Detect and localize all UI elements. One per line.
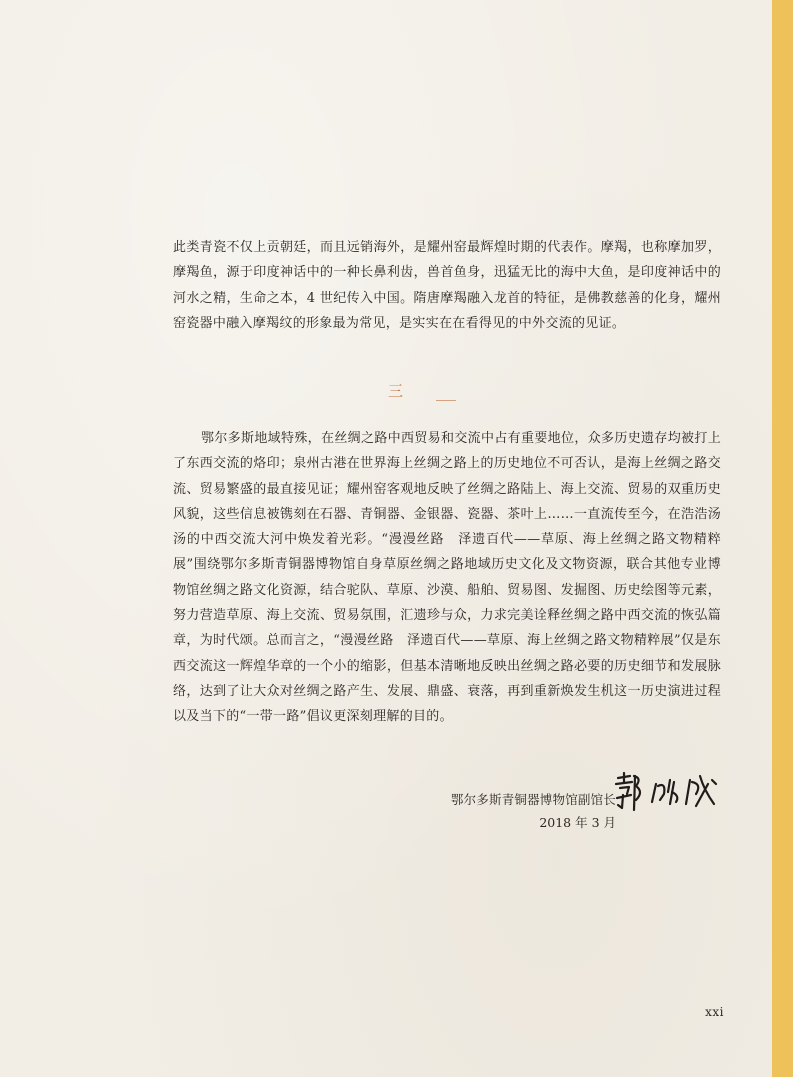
handwritten-signature xyxy=(612,770,722,818)
signatory-title: 鄂尔多斯青铜器博物馆副馆长 xyxy=(450,792,616,807)
paragraph-makara: 此类青瓷不仅上贡朝廷，而且远销海外，是耀州窑最辉煌时期的代表作。摩羯，也称摩加罗，摩羯鱼，源于印度神话中的一种长鼻利齿，兽首鱼身，迅猛无比的海中大鱼，是印度神话中的河水之精，生命之本，4 世纪传入中国。隋唐摩羯融入龙首的特征，是佛教慈善的化身，耀州窑瓷器中融入摩羯纹的形象最为常见，是实实在在看得见的中外交流的见证。 xyxy=(173,240,721,331)
paragraph-silk-road-summary: 鄂尔多斯地域特殊，在丝绸之路中西贸易和交流中占有重要地位，众多历史遗存均被打上了东西交流的烙印；泉州古港在世界海上丝绸之路上的历史地位不可否认，是海上丝绸之路交流、贸易繁盛的最直接见证；耀州窑客观地反映了丝绸之路陆上、海上交流、贸易的双重历史风貌，这些信息被镌刻在石器、青铜器、金银器、瓷器、茶叶上……一直流传至今，在浩浩汤汤的中西交流大河中焕发着光彩。“漫漫丝路 泽遗百代——草原、海上丝绸之路文物精粹展”围绕鄂尔多斯青铜器博物馆自身草原丝绸之路地域历史文化及文物资源，联合其他专业博物馆丝绸之路文化资源，结合驼队、草原、沙漠、船舶、贸易图、发掘图、历史绘图等元素，努力营造草原、海上交流、贸易氛围，汇遗珍与众，力求完美诠释丝绸之路中西交流的恢弘篇章，为时代颂。总而言之，“漫漫丝路 泽遗百代——草原、海上丝绸之路文物精粹展”仅是东西交流这一辉煌华章的一个小的缩影，但基本清晰地反映出丝绸之路必要的历史细节和发展脉络，达到了让大众对丝绸之路产生、发展、鼎盛、衰落，再到重新焕发生机这一历史演进过程以及当下的“一带一路”倡议更深刻理解的目的。 xyxy=(173,431,721,725)
page-number: xxi xyxy=(705,1005,724,1019)
section-number-underline xyxy=(436,400,456,401)
signature-date: 2018 年 3 月 xyxy=(539,815,616,830)
accent-edge-strip xyxy=(772,0,793,1077)
section-number: 三 xyxy=(387,382,405,400)
